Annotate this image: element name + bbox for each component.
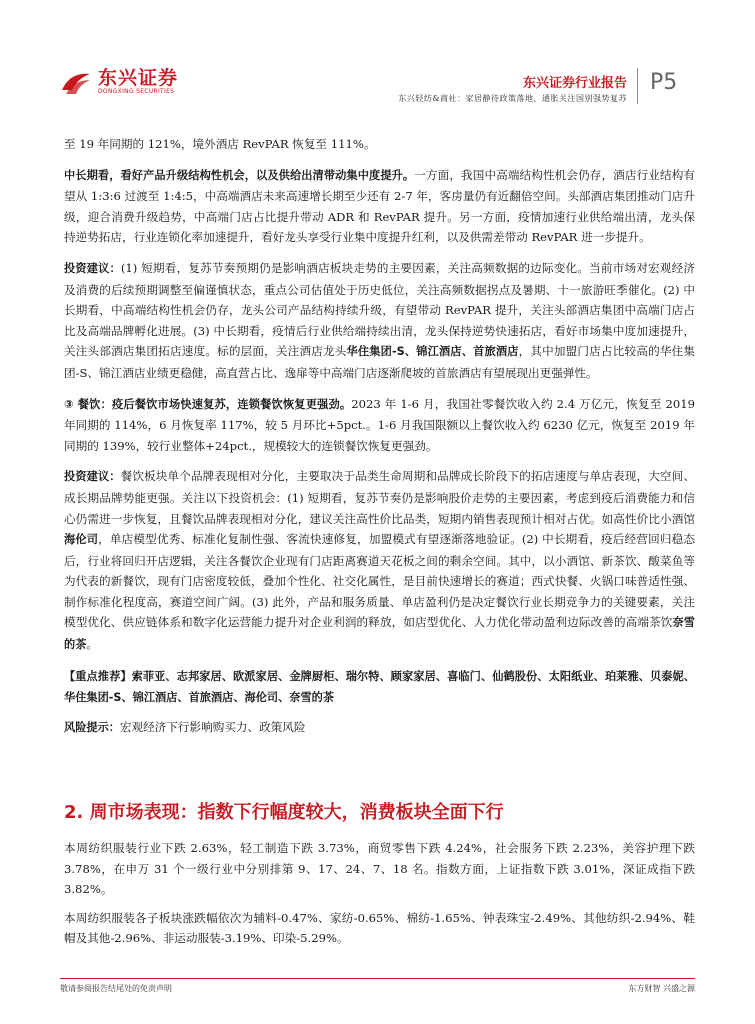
page-header (0, 0, 755, 110)
paragraph-risk-warning: 风险提示：宏观经济下行影响购买力、政策风险 (64, 719, 306, 734)
footer-slogan: 东方财智 兴盛之源 (628, 984, 695, 993)
paragraph-key-recommendations: 【重点推荐】索菲亚、志邦家居、欧派家居、金牌厨柜、瑞尔特、顾家家居、喜临门、仙鹤股份、太阳纸业、珀莱雅、贝泰妮、华住集团-S、锦江酒店、首旅酒店、海伦司、奈雪的茶 (64, 669, 695, 705)
logo-mark-icon (60, 68, 92, 96)
report-subtitle: 东兴轻纺&商社：家居静待政策落地，通胀关注国别强势复苏 (398, 94, 627, 103)
section-heading: 2. 周市场表现：指数下行幅度较大，消费板块全面下行 (64, 802, 504, 823)
logo-cn-text: 东兴证券 (98, 67, 179, 89)
logo-en-text: DONGXING SECURITIES (98, 88, 175, 95)
section2-content (64, 838, 695, 949)
paragraph-hotel-revpar: 至 19 年同期的 121%，境外酒店 RevPAR 恢复至 111%。 (64, 137, 376, 151)
main-content (64, 134, 695, 738)
footer-disclaimer: 敬请参阅报告结尾处的免责声明 (60, 984, 172, 993)
report-title: 东兴证券行业报告 (522, 76, 627, 91)
paragraph-catering: ③ 餐饮：疫后餐饮市场快速复苏，连锁餐饮恢复更强劲。2023 年 1-6 月，我国社零餐饮收入约 2.4 万亿元，恢复至 2019 年同期的 114%，6 月恢复率 117%，较 5 月环比+5pct.。1-6 月我国限额以上餐饮收入约 6230 亿元，恢复至 2019 年同期的 139%，较行业整体+24pct.，规模较大的连锁餐饮恢复更强劲。 (64, 396, 695, 453)
page-number: P5 (650, 70, 678, 95)
footer-divider (60, 978, 695, 979)
paragraph-weekly-industry: 本周纺织服装行业下跌 2.63%，轻工制造下跌 3.73%，商贸零售下跌 4.24%，社会服务下跌 2.23%，美容护理下跌 3.78%，在申万 31 个一级行业中分别排第 9、17、24、7、18 名。指数方面，上证指数下跌 3.01%，深证成指下跌 3.82%。 (64, 841, 695, 897)
company-logo (60, 68, 178, 96)
paragraph-weekly-subsectors: 本周纺织服装各子板块涨跌幅依次为辅料-0.47%、家纺-0.65%、棉纺-1.65%、钟表珠宝-2.49%、其他纺织-2.94%、鞋帽及其他-2.96%、非运动服装-3.19%、印染-5.29%。 (64, 910, 695, 946)
header-divider (637, 68, 638, 104)
paragraph-hotel-longterm: 中长期看，看好产品升级结构性机会，以及供给出清带动集中度提升。一方面，我国中高端结构性机会仍存，酒店行业结构有望从 1:3:6 过渡至 1:4:5，中高端酒店未来高速增长期至少还有 2-7 年，客房量仍有近翻倍空间。头部酒店集团推动门店升级，迎合消费升级趋势，中高端门店占比提升带动 ADR 和 RevPAR 提升。另一方面，疫情加速行业供给端出清，龙头保持逆势拓店，行业连锁化率加速提升，看好龙头享受行业集中度提升红利，以及供需差带动 RevPAR 进一步提升。 (64, 167, 695, 245)
paragraph-catering-investment: 投资建议：餐饮板块单个品牌表现相对分化，主要取决于品类生命周期和品牌成长阶段下的拓店速度与单店表现，大空间、成长期品牌势能更强。关注以下投资机会：(1) 短期看，复苏节奏仍是影响股价走势的主要因素，考虑到疫后消费能力和信心仍需进一步恢复，且餐饮品牌表现相对分化，建议关注高性价比品类，短期内销售表现预计相对占优。如高性价比小酒馆海伦司，单店模型优秀、标准化复制性强、客流快速修复，加盟模式有望逐渐落地验证。(2) 中长期看，疫后经营回归稳态后，行业将回归开店逻辑，关注各餐饮企业现有门店距离赛道天花板之间的剩余空间。其中，以小酒馆、新茶饮、酸菜鱼等为代表的新餐饮，现有门店密度较低，叠加个性化、社交化属性，是目前快速增长的赛道；西式快餐、火锅口味普适性强、制作标准化程度高，赛道空间广阔。(3) 此外，产品和服务质量、单店盈利仍是决定餐饮行业长期竞争力的关键要素，关注模型优化、供应链体系和数字化运营能力提升对企业利润的释放，如店型优化、人力优化带动盈利边际改善的高端茶饮奈雪的茶。 (64, 469, 695, 652)
paragraph-hotel-investment: 投资建议：(1) 短期看，复苏节奏预期仍是影响酒店板块走势的主要因素，关注高频数据的边际变化。当前市场对宏观经济及消费的后续预期调整至偏谨慎状态，重点公司估值处于历史低位，关注高频数据拐点及暑期、十一旅游旺季催化。(2) 中长期看，中高端结构性机会仍存，龙头公司产品结构持续升级，有望带动 RevPAR 提升，关注头部酒店集团中高端门店占比及高端品牌孵化进展。(3) 中长期看，疫情后行业供给端持续出清，龙头保持逆势快速拓店，看好市场集中度加速提升，关注头部酒店集团拓店速度。标的层面，关注酒店龙头华住集团-S、锦江酒店、首旅酒店，其中加盟门店占比较高的华住集团-S、锦江酒店业绩更稳健，高直营占比、逸扉等中高端门店逐渐爬坡的首旅酒店有望展现出更强弹性。 (64, 260, 695, 380)
